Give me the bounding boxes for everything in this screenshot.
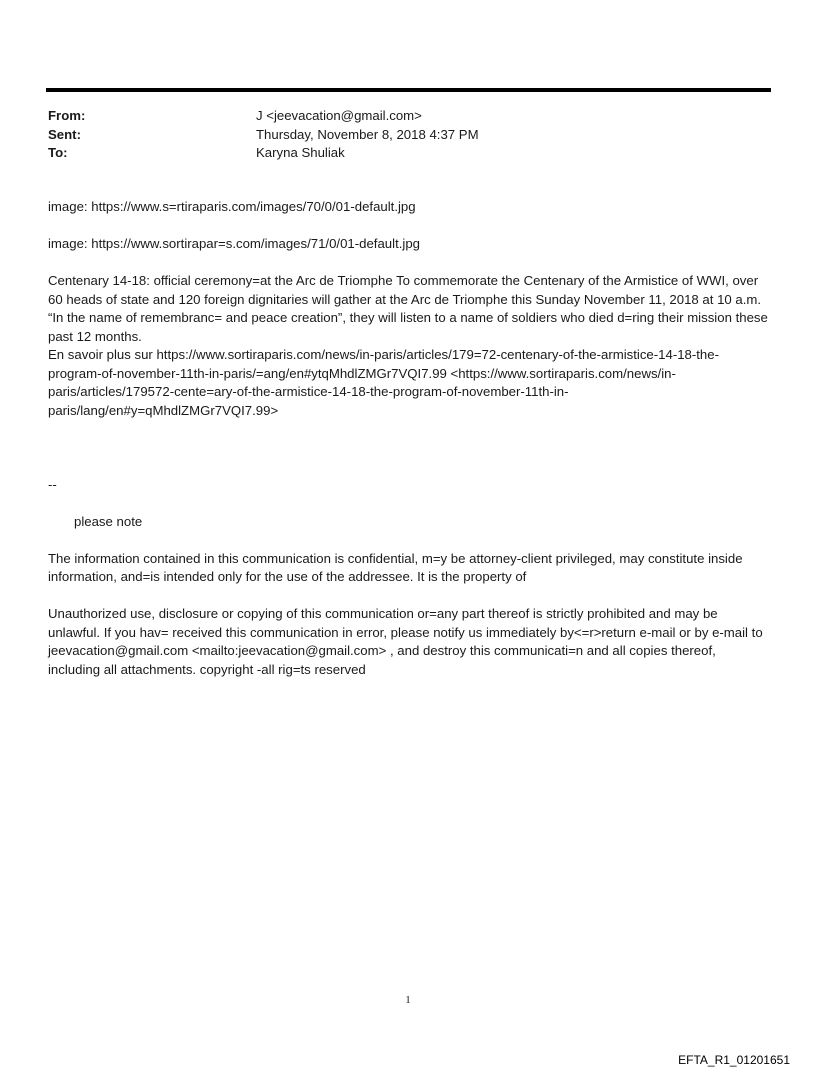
ceremony-paragraph: Centenary 14-18: official ceremony=at the Arc de Triomphe To commemorate the Centenary of the Armistice of WWI, over 60 heads of state and 120 foreign dignitaries will gather at the Arc de Triomphe this Sunday November 11, 2018 at 10 a.m. “In the name of remembranc= and peace creation”, they will listen to a name of soldiers who died d=ring their mission these past 12 months. [48, 273, 768, 344]
page-number: 1 [405, 994, 411, 1006]
image-line-2: image: https://www.sortirapar=s.com/images/71/0/01-default.jpg [48, 236, 420, 251]
from-label: From: [48, 108, 86, 123]
read-more-paragraph: En savoir plus sur https://www.sortiraparis.com/news/in-paris/articles/179=72-centenary-of-the-armistice-14-18-the-program-of-november-11th-in-paris/=ang/en#ytqMhdlZMGr7VQI7.99 <https://www.sortiraparis.com/news/in-paris/articles/179572-cente=ary-of-the-armistice-14-18-the-program-of-november-11th-in-paris/lang/en#y=qMhdlZMGr7VQI7.99> [48, 347, 719, 418]
to-label: To: [48, 145, 68, 160]
to-row [48, 144, 768, 163]
header-rule [46, 88, 771, 92]
from-value: J <jeevacation@gmail.com> [256, 108, 422, 123]
bates-number: EFTA_R1_01201651 [678, 1053, 790, 1067]
image-line-1: image: https://www.s=rtiraparis.com/images/70/0/01-default.jpg [48, 199, 416, 214]
sent-label: Sent: [48, 126, 81, 142]
email-body [48, 198, 768, 679]
please-note: please note [74, 513, 143, 529]
email-header [48, 107, 768, 163]
unauthorized-paragraph: Unauthorized use, disclosure or copying of this communication or=any part thereof is strictly prohibited and may be unlawful. If you hav= received this communication in error, please notify us immediately by<=r>return e-mail or by e-mail to jeevacation@gmail.com <mailto:jeevacation@gmail.com> , and destroy this communicati=n and all copies thereof, including all attachments. copyright -all rig=ts reserved [48, 606, 763, 677]
confidential-paragraph: The information contained in this communication is confidential, m=y be attorney-client privileged, may constitute inside information, and=is intended only for the use of the addressee. It is the property of [48, 550, 743, 584]
to-value: Karyna Shuliak [256, 145, 345, 160]
sent-value: Thursday, November 8, 2018 4:37 PM [256, 126, 479, 142]
signature-separator: -- [48, 476, 57, 492]
from-row [48, 107, 768, 126]
sent-row [48, 126, 768, 145]
